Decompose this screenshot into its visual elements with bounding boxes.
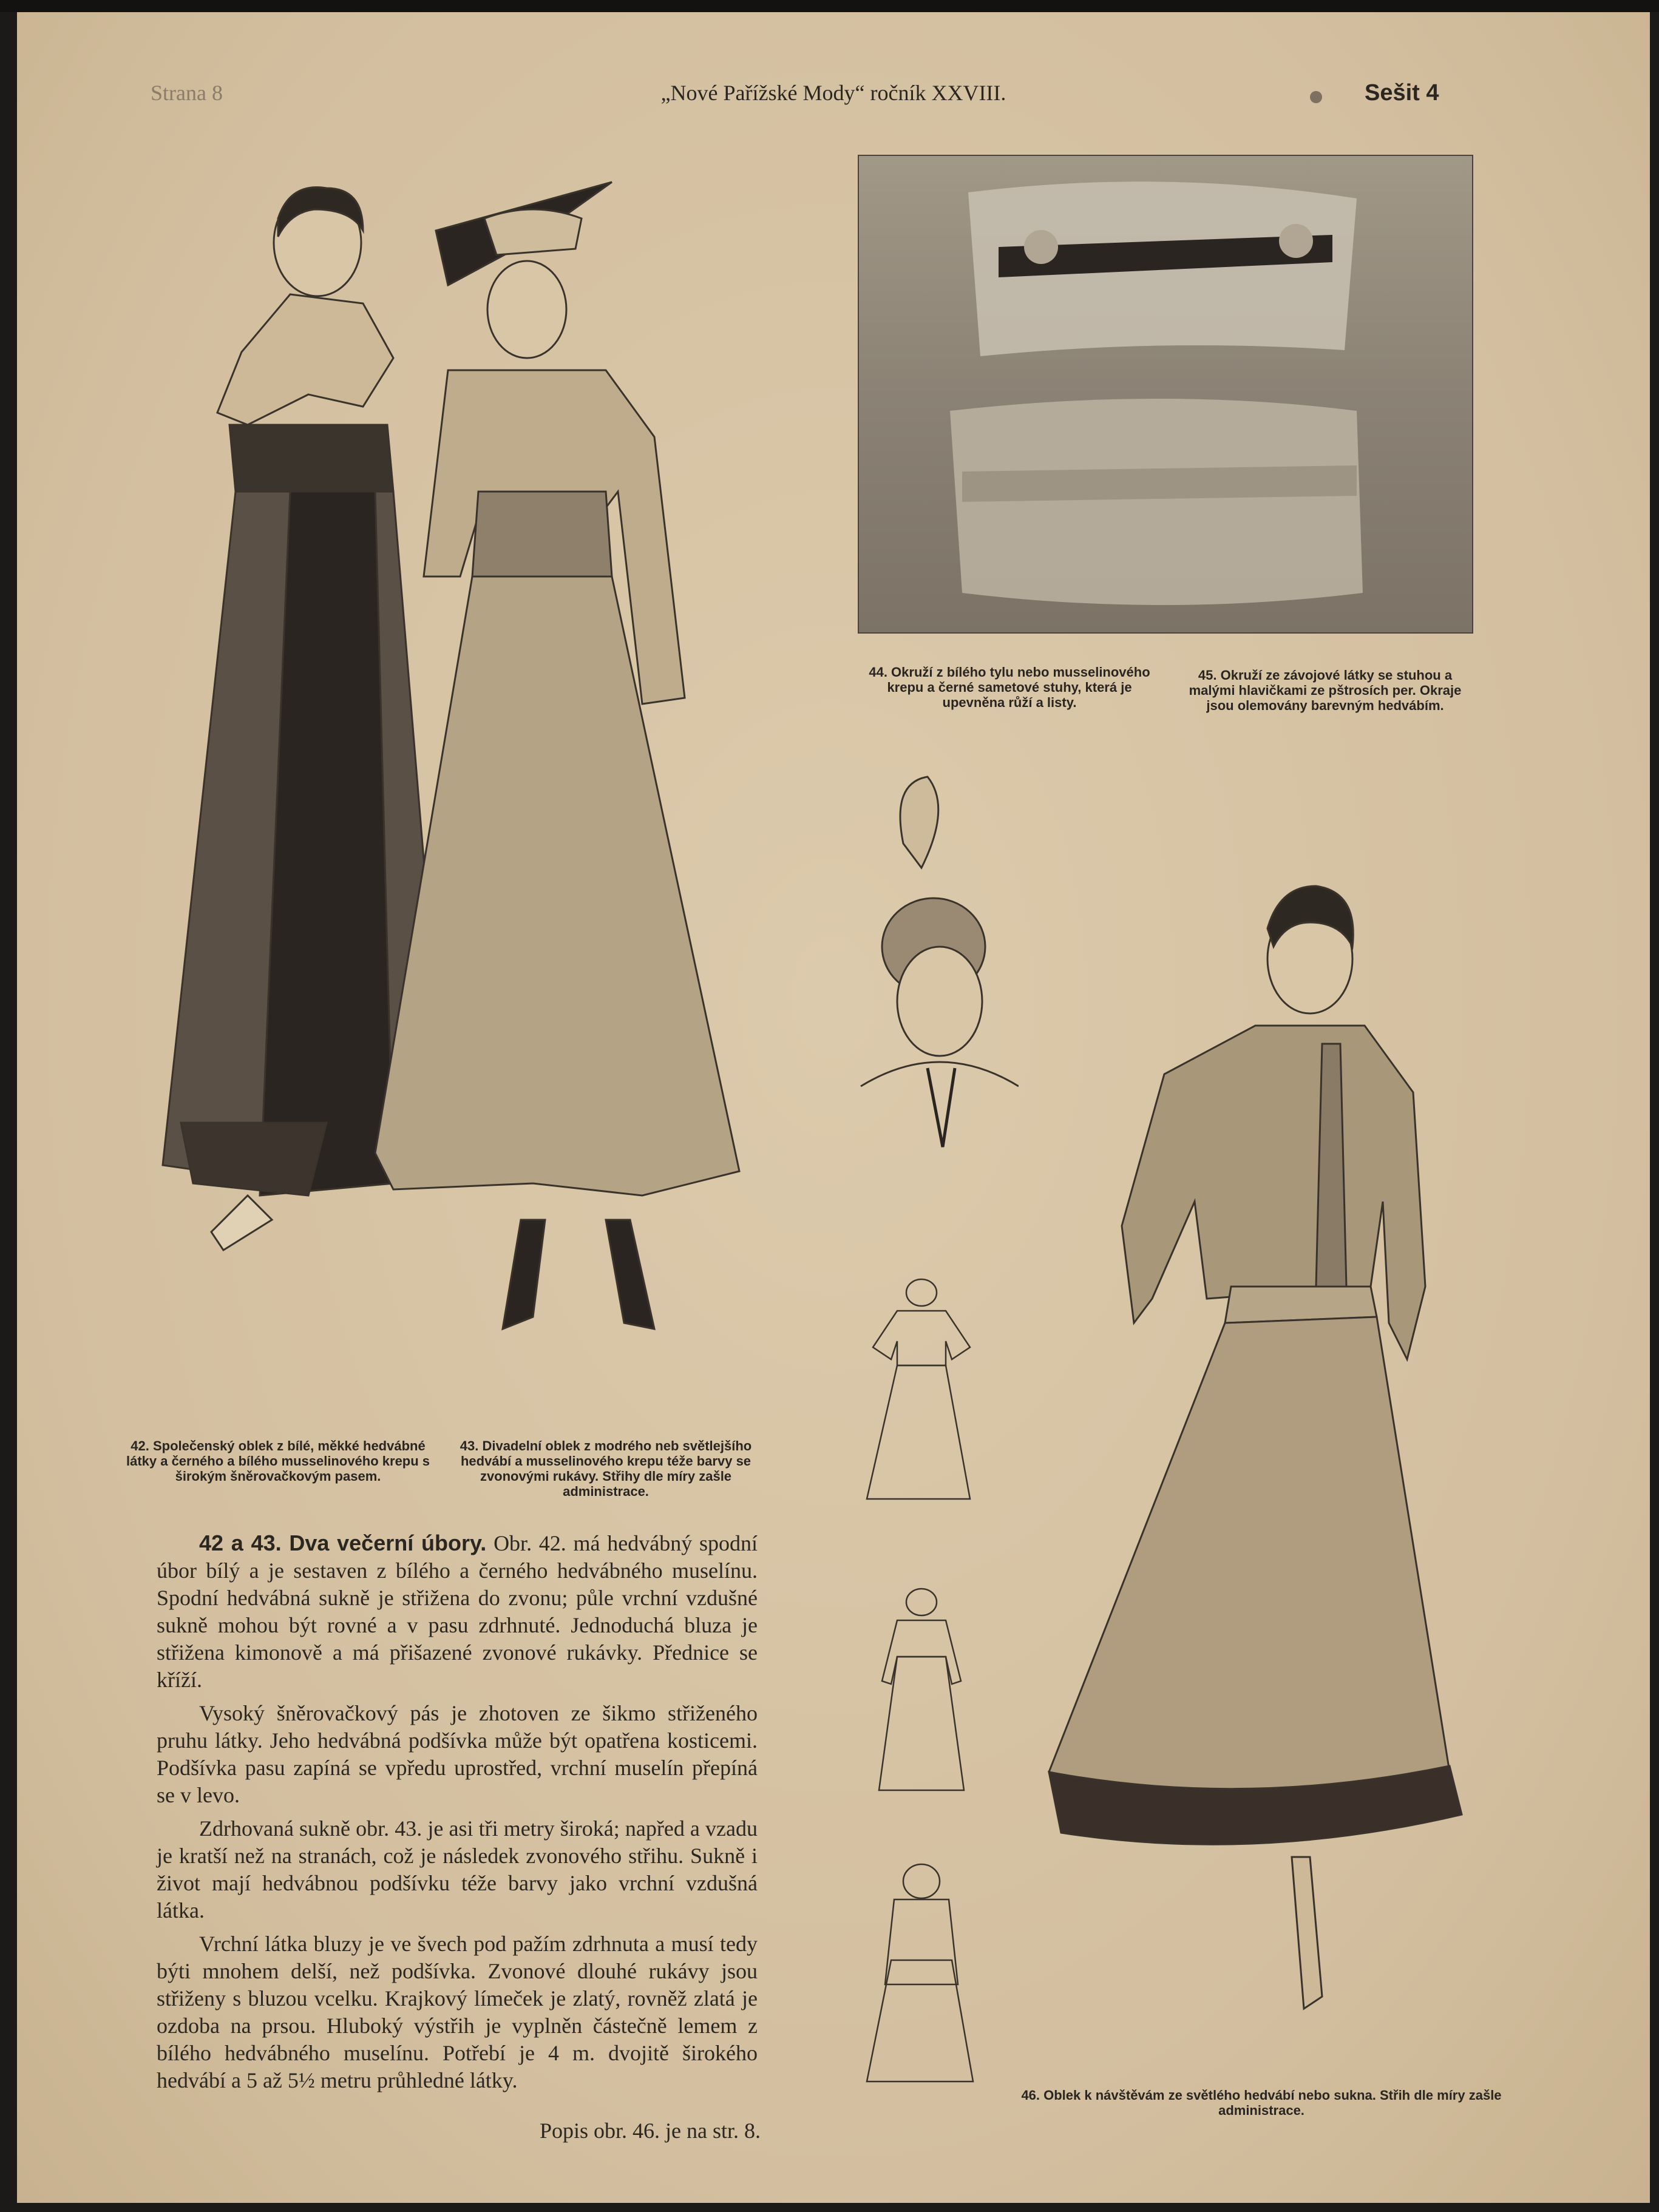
paragraph-3: Zdrhovaná sukně obr. 43. je asi tři metry široká; napřed a vzadu je kratší než na stranách, což je následek zvonového střihu. Sukně i život mají hedvábnou podšívku téže barvy jako vrchní vzdušná látka. bbox=[157, 1816, 758, 1923]
paragraph-1-text: Obr. 42. má hedvábný spodní úbor bílý a je sestaven z bílého a černého hedvábného muselínu. Spodní hedvábná sukně je střižena do zvonu; půle vrchní vzdušné sukně mohou být rovné a v pasu zdrhnuté. Jednoduchá bluza je střižena kimonově a má přišazené zvonové rukávky. Přednice se kříží. bbox=[157, 1531, 758, 1692]
magazine-page bbox=[17, 12, 1650, 2203]
sketch-back bbox=[867, 1864, 973, 2082]
illustration-46 bbox=[1025, 862, 1498, 2075]
magazine-title: „Nové Pařížské Mody“ ročník XXVIII. bbox=[660, 81, 1006, 105]
page-number: Strana 8 bbox=[151, 81, 223, 105]
illustration-42-43 bbox=[108, 152, 824, 1365]
issue-number: Sešit 4 bbox=[1365, 80, 1439, 106]
scan-top-edge bbox=[0, 0, 1659, 12]
article-text bbox=[157, 1529, 758, 2100]
hat-illustration bbox=[836, 771, 1019, 1196]
paragraph-2: Vysoký šněrovačkový pás je zhotoven ze šikmo střiženého pruhu látky. Jeho hedvábná podšívka může být opatřena kosticemi. Podšívka pasu zapíná se vpředu uprostřed, vrchní muselín přepíná se v levo. bbox=[157, 1701, 758, 1807]
photo-44-45 bbox=[858, 155, 1473, 634]
caption-43: 43. Divadelní oblek z modrého neb světlejšího hedvábí a musselinového krepu téže barvy se zvonovými rukávy. Střihy dle míry zašle administrace. bbox=[460, 1438, 752, 1499]
sketch-front-2 bbox=[879, 1589, 964, 1790]
reference-note: Popis obr. 46. je na str. 8. bbox=[539, 2119, 761, 2143]
caption-46: 46. Oblek k návštěvám ze světlého hedvábí nebo sukna. Střih dle míry zašle administrace. bbox=[1021, 2088, 1502, 2118]
ink-dot bbox=[1310, 91, 1322, 103]
ruffs-photo bbox=[859, 156, 1472, 632]
pattern-sketches bbox=[830, 1274, 1013, 2100]
paragraph-1 bbox=[157, 1529, 758, 1694]
caption-44: 44. Okruží z bílého tylu nebo musselinového krepu a černé sametové stuhy, která je upevněna růží a listy. bbox=[869, 665, 1150, 710]
caption-45: 45. Okruží ze závojové látky se stuhou a malými hlavičkami ze pštrosích per. Okraje jsou olemovány barevným hedvábím. bbox=[1189, 668, 1462, 713]
figure-43 bbox=[375, 182, 739, 1329]
caption-42: 42. Společenský oblek z bílé, měkké hedvábné látky a černého a bílého musselinového krepu s širokým šněrovačkovým pasem. bbox=[126, 1438, 430, 1484]
sketch-front-1 bbox=[867, 1279, 970, 1499]
article-lead: 42 a 43. Dva večerní úbory. bbox=[199, 1530, 487, 1555]
paragraph-4: Vrchní látka bluzy je ve švech pod pažím zdrhnuta a musí tedy býti mnohem delší, než podšívka. Zvonové dlouhé rukávy jsou střiženy s bluzou vcelku. Krajkový límeček je zlatý, rovněž zlatá je ozdoba na prsou. Hluboký výstřih je vyplněn částečně lemem z bílého hedvábného muselínu. Potřebí je 4 m. dvojitě širokého hedvábí a 5 až 5½ metru průhledné látky. bbox=[157, 1932, 758, 2092]
